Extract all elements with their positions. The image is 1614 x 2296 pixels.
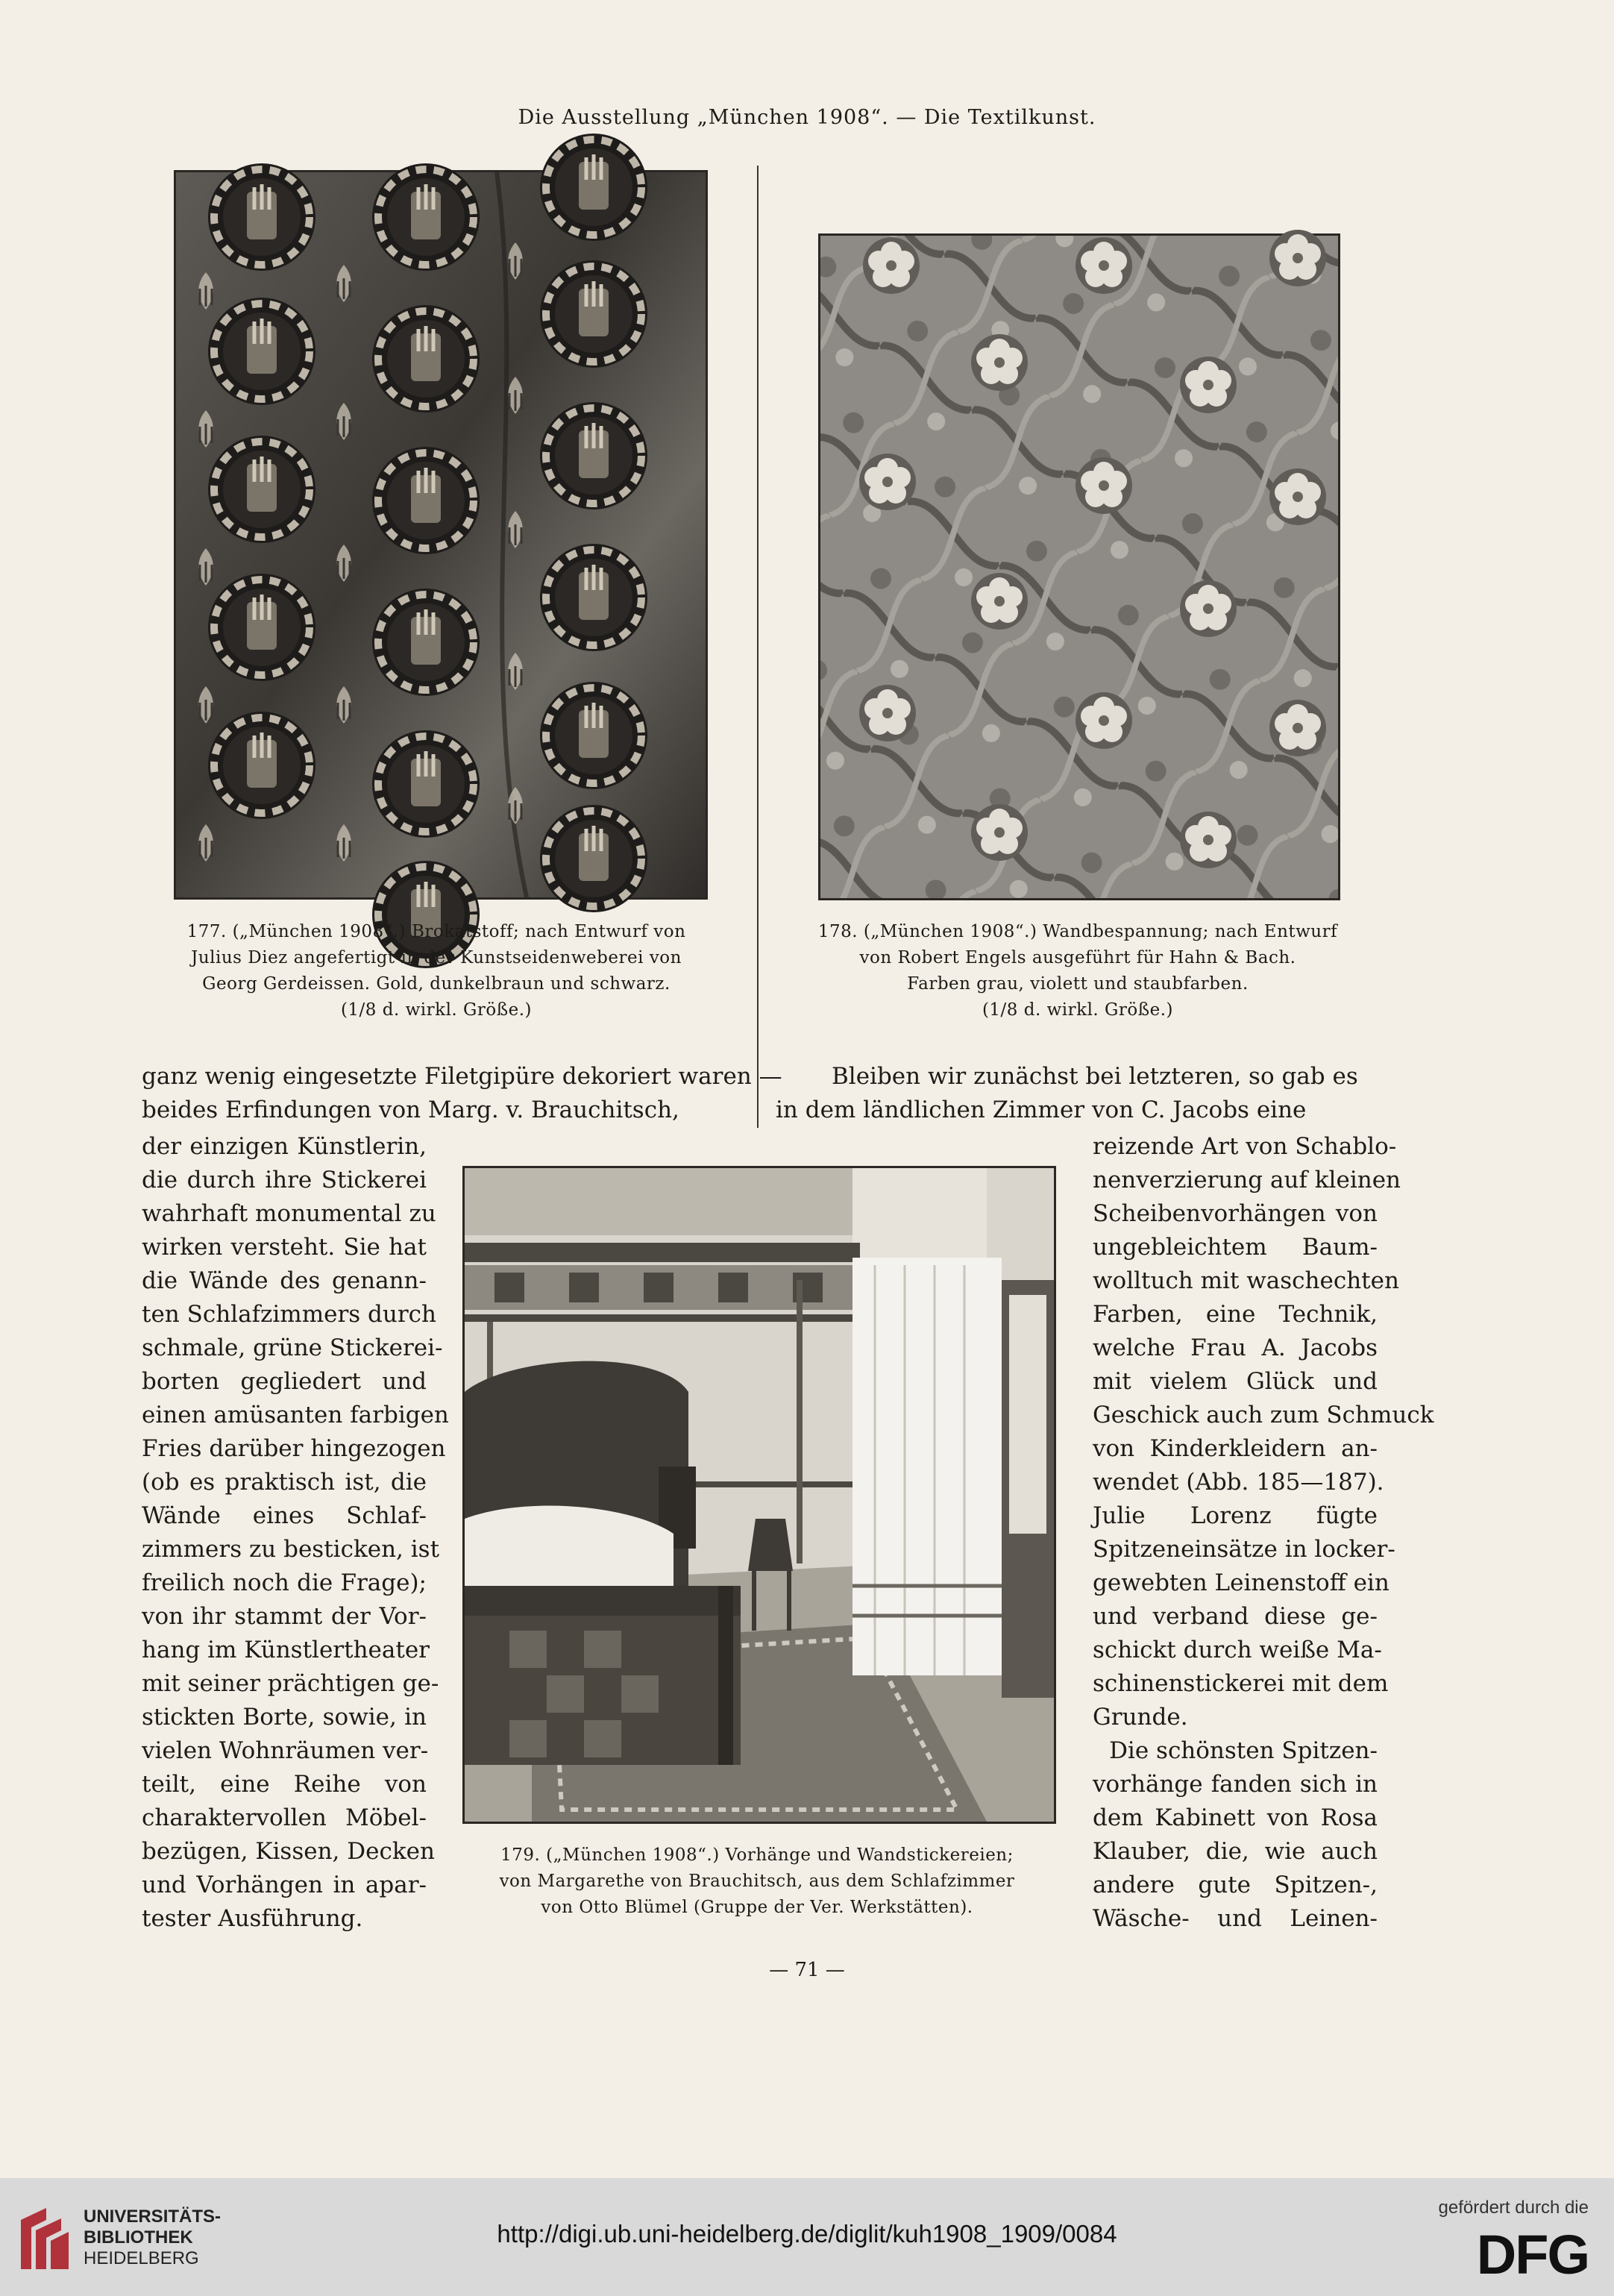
text-line: von ihr stammt der Vor- bbox=[142, 1603, 427, 1630]
bedroom-photo bbox=[465, 1168, 1054, 1822]
text-line: gewebten Leinenstoff ein bbox=[1093, 1569, 1390, 1596]
dfg-logo: DFG bbox=[1476, 2224, 1589, 2286]
text-line: ganz wenig eingesetzte Filetgipüre dekoriert waren — bbox=[142, 1063, 782, 1090]
text-line: andere gute Spitzen-, bbox=[1093, 1872, 1378, 1898]
text-line: teilt, eine Reihe von bbox=[142, 1771, 427, 1798]
text-line: Bleiben wir zunächst bei letzteren, so gab es bbox=[832, 1063, 1358, 1090]
text-line: ungebleichtem Baum- bbox=[1093, 1234, 1378, 1261]
text-line: schickt durch weiße Ma- bbox=[1093, 1637, 1382, 1663]
right-column-text bbox=[1093, 1130, 1434, 1936]
brocade-pattern bbox=[176, 172, 706, 897]
text-line: schmale, grüne Stickerei- bbox=[142, 1334, 443, 1361]
damask-pattern bbox=[820, 236, 1338, 898]
text-line: Wäsche- und Leinen- bbox=[1093, 1905, 1378, 1932]
figure-178-image bbox=[818, 233, 1340, 900]
text-line: die durch ihre Stickerei bbox=[142, 1167, 427, 1194]
source-url-link[interactable]: http://digi.ub.uni-heidelberg.de/diglit/kuh1908_1909/0084 bbox=[497, 2220, 1117, 2248]
page-number: — 71 — bbox=[769, 1959, 845, 1981]
text-line: dem Kabinett von Rosa bbox=[1093, 1804, 1378, 1831]
text-line: nenverzierung auf kleinen bbox=[1093, 1167, 1401, 1194]
text-line: Fries darüber hingezogen bbox=[142, 1435, 446, 1462]
text-line: mit seiner prächtigen ge- bbox=[142, 1670, 439, 1697]
footer-bar bbox=[0, 2178, 1614, 2296]
text-line: Klauber, die, wie auch bbox=[1093, 1838, 1378, 1865]
text-line: welche Frau A. Jacobs bbox=[1093, 1334, 1378, 1361]
left-column-text bbox=[142, 1130, 449, 1936]
text-line: der einzigen Künstlerin, bbox=[142, 1133, 427, 1160]
text-line: bezügen, Kissen, Decken bbox=[142, 1838, 435, 1865]
figure-179-caption: 179. („München 1908“.) Vorhänge und Wandstickereien; von Margarethe von Brauchitsch, aus dem Schlafzimmer von Otto Blümel (Gruppe der Ver. Werkstätten). bbox=[499, 1845, 1015, 1917]
text-line: und Vorhängen in apar- bbox=[142, 1872, 427, 1898]
text-line: in dem ländlichen Zimmer von C. Jacobs eine bbox=[776, 1097, 1307, 1123]
figure-178-caption: 178. („München 1908“.) Wandbespannung; nach Entwurf von Robert Engels ausgeführt für Hahn & Bach. Farben grau, violett und staubfarben. (1/8 d. wirkl. Größe.) bbox=[817, 922, 1338, 1020]
text-line: vielen Wohnräumen ver- bbox=[142, 1737, 429, 1764]
text-line: Die schönsten Spitzen- bbox=[1109, 1737, 1378, 1764]
funding-label: gefördert durch die bbox=[1438, 2198, 1589, 2218]
text-line: Farben, eine Technik, bbox=[1093, 1301, 1378, 1328]
text-line: Wände eines Schlaf- bbox=[142, 1502, 427, 1529]
text-line: stickten Borte, sowie, in bbox=[142, 1704, 427, 1731]
text-line: beides Erfindungen von Marg. v. Brauchitsch, bbox=[142, 1097, 679, 1123]
text-line: schinenstickerei mit dem bbox=[1093, 1670, 1389, 1697]
text-line: borten gegliedert und bbox=[142, 1368, 427, 1395]
figure-177-caption: 177. („München 1908“.) Brokatstoff; nach Entwurf von Julius Diez angefertigt in der Kunstseidenweberei von Georg Gerdeissen. Gold, dunkelbraun und schwarz. (1/8 d. wirkl. Größe.) bbox=[186, 922, 686, 1020]
column-divider bbox=[757, 166, 759, 1128]
text-line: zimmers zu besticken, ist bbox=[142, 1536, 440, 1563]
figure-179-image bbox=[462, 1166, 1056, 1824]
text-line: von Kinderkleidern an- bbox=[1093, 1435, 1378, 1462]
text-line: Spitzeneinsätze in locker- bbox=[1093, 1536, 1395, 1563]
text-line: wirken versteht. Sie hat bbox=[142, 1234, 427, 1261]
text-line: mit vielem Glück und bbox=[1093, 1368, 1378, 1395]
text-line: wolltuch mit waschechten bbox=[1093, 1267, 1399, 1294]
text-line: charaktervollen Möbel- bbox=[142, 1804, 427, 1831]
text-line: einen amüsanten farbigen bbox=[142, 1402, 449, 1428]
text-line: hang im Künstlertheater bbox=[142, 1637, 430, 1663]
text-line: und verband diese ge- bbox=[1093, 1603, 1378, 1630]
text-line: Julie Lorenz fügte bbox=[1093, 1502, 1378, 1529]
text-line: die Wände des genann- bbox=[142, 1267, 427, 1294]
text-line: freilich noch die Frage); bbox=[142, 1569, 427, 1596]
text-line: Geschick auch zum Schmuck bbox=[1093, 1402, 1434, 1428]
text-line: wahrhaft monumental zu bbox=[142, 1200, 436, 1227]
figure-177-image bbox=[174, 170, 708, 900]
text-line: reizende Art von Schablo- bbox=[1093, 1133, 1397, 1160]
text-line: ten Schlafzimmers durch bbox=[142, 1301, 436, 1328]
library-name: UNIVERSITÄTS- BIBLIOTHEK HEIDELBERG bbox=[84, 2206, 222, 2268]
text-line: tester Ausführung. bbox=[142, 1905, 363, 1932]
text-line: Scheibenvorhängen von bbox=[1093, 1200, 1378, 1227]
text-line: wendet (Abb. 185—187). bbox=[1093, 1469, 1384, 1496]
running-header: Die Ausstellung „München 1908“. — Die Textilkunst. bbox=[518, 106, 1096, 129]
text-line: vorhänge fanden sich in bbox=[1093, 1771, 1378, 1798]
text-line: Grunde. bbox=[1093, 1704, 1188, 1731]
text-line: (ob es praktisch ist, die bbox=[142, 1469, 427, 1496]
